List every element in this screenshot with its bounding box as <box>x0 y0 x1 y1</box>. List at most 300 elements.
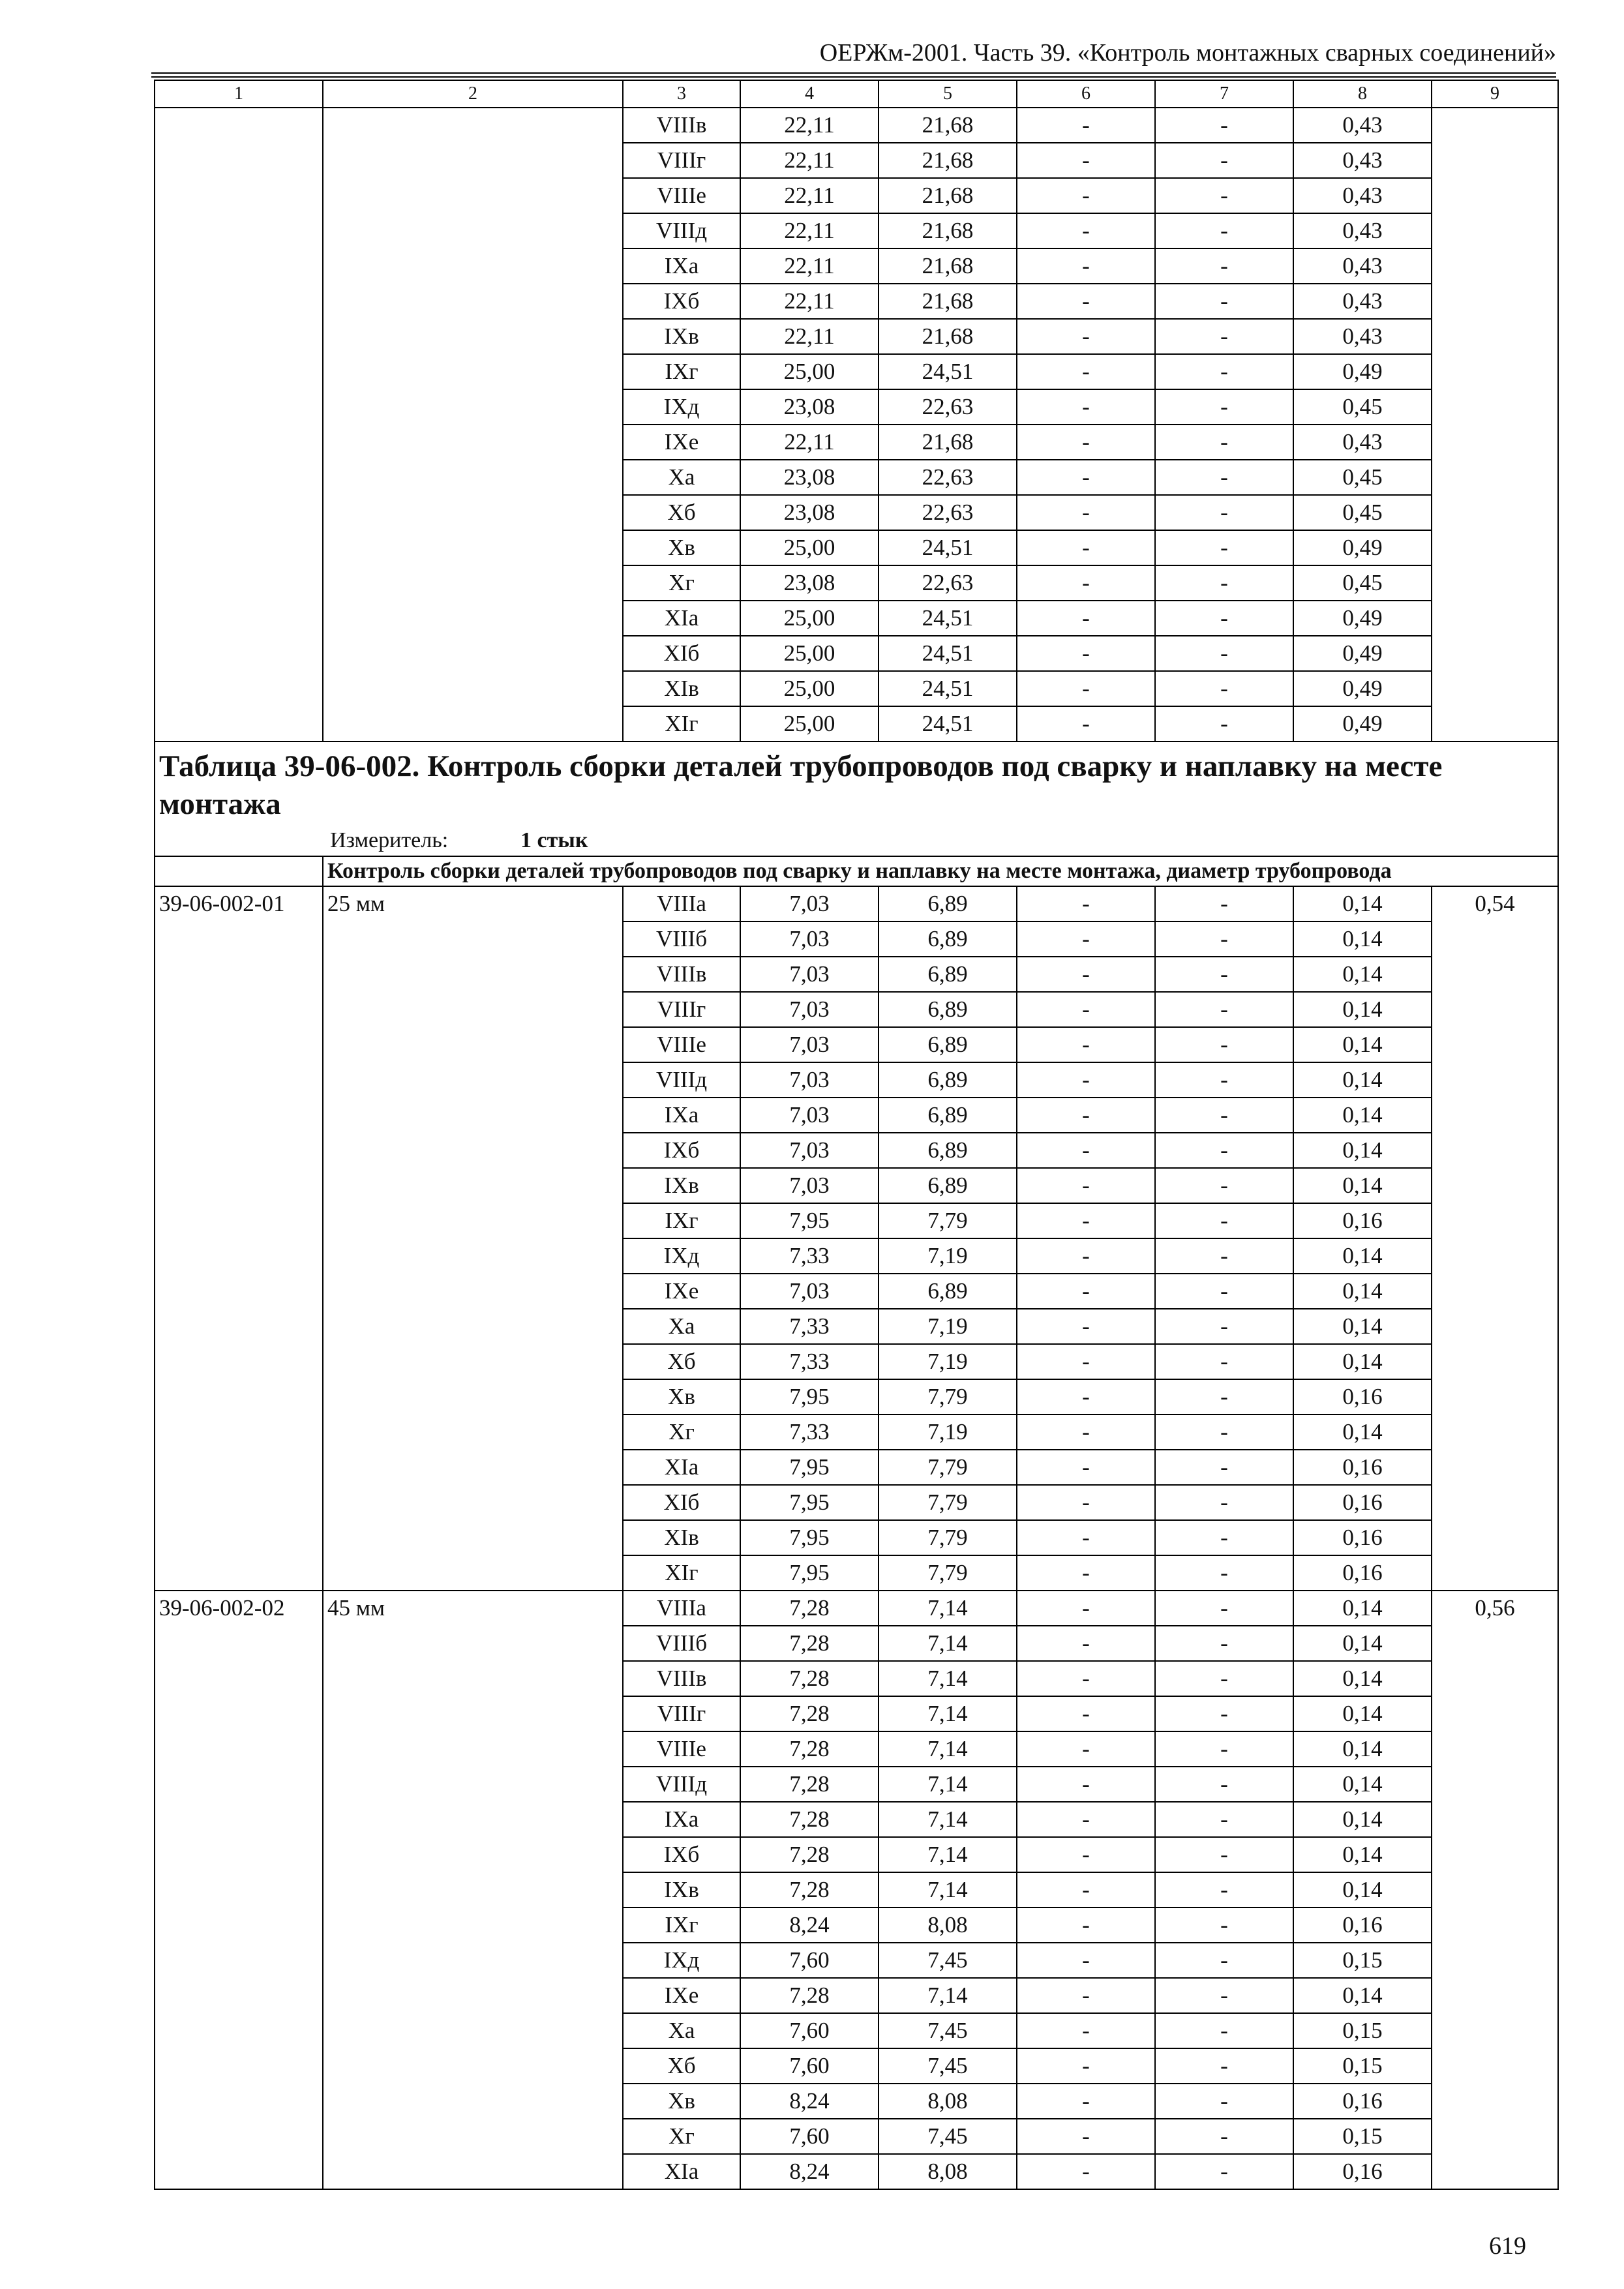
wages-cell: 7,79 <box>879 1379 1017 1414</box>
materials-cell: 0,43 <box>1293 178 1432 213</box>
driver-wages-cell: - <box>1155 2154 1293 2189</box>
materials-cell: 0,45 <box>1293 565 1432 601</box>
condition-cell: XIб <box>623 636 740 671</box>
cost-cell: 23,08 <box>740 389 879 425</box>
condition-cell: IXa <box>623 248 740 284</box>
condition-cell: XIв <box>623 671 740 706</box>
driver-wages-cell: - <box>1155 1238 1293 1274</box>
cost-cell: 25,00 <box>740 530 879 565</box>
condition-cell: Xa <box>623 460 740 495</box>
driver-wages-cell: - <box>1155 284 1293 319</box>
driver-wages-cell: - <box>1155 957 1293 992</box>
condition-cell: IXв <box>623 319 740 354</box>
wages-cell: 22,63 <box>879 460 1017 495</box>
condition-cell: IXе <box>623 425 740 460</box>
cost-cell: 7,95 <box>740 1379 879 1414</box>
driver-wages-cell: - <box>1155 319 1293 354</box>
machines-cell: - <box>1017 143 1155 178</box>
driver-wages-cell: - <box>1155 354 1293 389</box>
cost-cell: 7,03 <box>740 1098 879 1133</box>
machines-cell: - <box>1017 1908 1155 1943</box>
condition-cell: Xг <box>623 2119 740 2154</box>
total-value: 0,54 <box>1432 886 1558 1591</box>
materials-cell: 0,14 <box>1293 1696 1432 1731</box>
materials-cell: 0,15 <box>1293 2013 1432 2048</box>
machines-cell: - <box>1017 1978 1155 2013</box>
cost-cell: 25,00 <box>740 636 879 671</box>
condition-cell: Xв <box>623 1379 740 1414</box>
wages-cell: 7,45 <box>879 1943 1017 1978</box>
materials-cell: 0,43 <box>1293 319 1432 354</box>
machines-cell: - <box>1017 530 1155 565</box>
wages-cell: 22,63 <box>879 565 1017 601</box>
column-number: 3 <box>623 80 740 108</box>
condition-cell: XIв <box>623 1520 740 1555</box>
cost-cell: 7,95 <box>740 1485 879 1520</box>
condition-cell: XIг <box>623 1555 740 1591</box>
page-number: 619 <box>1489 2232 1526 2260</box>
materials-cell: 0,14 <box>1293 1027 1432 1062</box>
cost-cell: 25,00 <box>740 601 879 636</box>
wages-cell: 6,89 <box>879 921 1017 957</box>
header-rule-bottom <box>151 76 1556 78</box>
condition-cell: VIIIд <box>623 213 740 248</box>
driver-wages-cell: - <box>1155 2084 1293 2119</box>
materials-cell: 0,14 <box>1293 1731 1432 1767</box>
section-header-row <box>155 856 1558 886</box>
condition-cell: VIIIг <box>623 1696 740 1731</box>
materials-cell: 0,15 <box>1293 2048 1432 2084</box>
wages-cell: 7,79 <box>879 1203 1017 1238</box>
wages-cell: 8,08 <box>879 2084 1017 2119</box>
driver-wages-cell: - <box>1155 1837 1293 1872</box>
wages-cell: 7,19 <box>879 1414 1017 1450</box>
wages-cell: 21,68 <box>879 319 1017 354</box>
wages-cell: 7,79 <box>879 1520 1017 1555</box>
column-number: 6 <box>1017 80 1155 108</box>
materials-cell: 0,16 <box>1293 1450 1432 1485</box>
machines-cell: - <box>1017 992 1155 1027</box>
condition-cell: VIIIе <box>623 1731 740 1767</box>
materials-cell: 0,49 <box>1293 601 1432 636</box>
cost-cell: 22,11 <box>740 213 879 248</box>
cost-cell: 7,33 <box>740 1344 879 1379</box>
driver-wages-cell: - <box>1155 1309 1293 1344</box>
table-title: Таблица 39-06-002. Контроль сборки деталей трубопроводов под сварку и наплавку на месте монтажа <box>155 741 1558 826</box>
empty-diameter-cell <box>323 108 623 741</box>
driver-wages-cell: - <box>1155 1133 1293 1168</box>
driver-wages-cell: - <box>1155 1520 1293 1555</box>
condition-cell: Xб <box>623 2048 740 2084</box>
wages-cell: 21,68 <box>879 213 1017 248</box>
condition-cell: Xa <box>623 2013 740 2048</box>
table-title-row <box>155 741 1558 826</box>
materials-cell: 0,14 <box>1293 1238 1432 1274</box>
machines-cell: - <box>1017 2048 1155 2084</box>
driver-wages-cell: - <box>1155 495 1293 530</box>
wages-cell: 24,51 <box>879 354 1017 389</box>
materials-cell: 0,14 <box>1293 886 1432 921</box>
unit-cell <box>155 826 1558 856</box>
cost-cell: 7,03 <box>740 1062 879 1098</box>
condition-cell: IXa <box>623 1098 740 1133</box>
column-number: 8 <box>1293 80 1432 108</box>
cost-cell: 7,28 <box>740 1837 879 1872</box>
machines-cell: - <box>1017 1238 1155 1274</box>
machines-cell: - <box>1017 2119 1155 2154</box>
machines-cell: - <box>1017 460 1155 495</box>
machines-cell: - <box>1017 1731 1155 1767</box>
materials-cell: 0,16 <box>1293 1555 1432 1591</box>
condition-cell: IXб <box>623 1133 740 1168</box>
driver-wages-cell: - <box>1155 1379 1293 1414</box>
condition-cell: Xб <box>623 1344 740 1379</box>
condition-cell: IXд <box>623 1238 740 1274</box>
materials-cell: 0,14 <box>1293 1133 1432 1168</box>
cost-cell: 7,03 <box>740 886 879 921</box>
wages-cell: 7,79 <box>879 1555 1017 1591</box>
driver-wages-cell: - <box>1155 178 1293 213</box>
machines-cell: - <box>1017 1661 1155 1696</box>
materials-cell: 0,15 <box>1293 1943 1432 1978</box>
cost-cell: 7,03 <box>740 1027 879 1062</box>
cost-cell: 7,28 <box>740 1872 879 1908</box>
condition-cell: XIб <box>623 1485 740 1520</box>
wages-cell: 8,08 <box>879 1908 1017 1943</box>
machines-cell: - <box>1017 1344 1155 1379</box>
machines-cell: - <box>1017 1414 1155 1450</box>
driver-wages-cell: - <box>1155 671 1293 706</box>
driver-wages-cell: - <box>1155 2119 1293 2154</box>
machines-cell: - <box>1017 248 1155 284</box>
wages-cell: 7,45 <box>879 2119 1017 2154</box>
materials-cell: 0,14 <box>1293 1767 1432 1802</box>
materials-cell: 0,15 <box>1293 2119 1432 2154</box>
wages-cell: 7,14 <box>879 1837 1017 1872</box>
driver-wages-cell: - <box>1155 1450 1293 1485</box>
condition-cell: VIIIд <box>623 1062 740 1098</box>
wages-cell: 7,14 <box>879 1696 1017 1731</box>
driver-wages-cell: - <box>1155 1098 1293 1133</box>
condition-cell: IXб <box>623 1837 740 1872</box>
condition-cell: IXг <box>623 354 740 389</box>
driver-wages-cell: - <box>1155 2048 1293 2084</box>
condition-cell: VIIIб <box>623 921 740 957</box>
wages-cell: 7,14 <box>879 1591 1017 1626</box>
materials-cell: 0,14 <box>1293 1626 1432 1661</box>
materials-cell: 0,14 <box>1293 1661 1432 1696</box>
condition-cell: IXе <box>623 1978 740 2013</box>
condition-cell: Xa <box>623 1309 740 1344</box>
machines-cell: - <box>1017 886 1155 921</box>
condition-cell: VIIIг <box>623 143 740 178</box>
machines-cell: - <box>1017 1168 1155 1203</box>
machines-cell: - <box>1017 1872 1155 1908</box>
driver-wages-cell: - <box>1155 143 1293 178</box>
materials-cell: 0,14 <box>1293 1837 1432 1872</box>
cost-cell: 22,11 <box>740 425 879 460</box>
wages-cell: 8,08 <box>879 2154 1017 2189</box>
cost-cell: 7,28 <box>740 1802 879 1837</box>
materials-cell: 0,14 <box>1293 1309 1432 1344</box>
materials-cell: 0,14 <box>1293 1802 1432 1837</box>
driver-wages-cell: - <box>1155 1168 1293 1203</box>
driver-wages-cell: - <box>1155 1872 1293 1908</box>
condition-cell: Xг <box>623 565 740 601</box>
wages-cell: 24,51 <box>879 601 1017 636</box>
pipe-diameter: 45 мм <box>323 1591 623 2189</box>
machines-cell: - <box>1017 1802 1155 1837</box>
machines-cell: - <box>1017 2084 1155 2119</box>
condition-cell: XIa <box>623 2154 740 2189</box>
condition-cell: VIIIa <box>623 886 740 921</box>
driver-wages-cell: - <box>1155 1344 1293 1379</box>
driver-wages-cell: - <box>1155 1555 1293 1591</box>
machines-cell: - <box>1017 671 1155 706</box>
cost-cell: 7,95 <box>740 1203 879 1238</box>
materials-cell: 0,45 <box>1293 495 1432 530</box>
driver-wages-cell: - <box>1155 389 1293 425</box>
wages-cell: 22,63 <box>879 389 1017 425</box>
cost-cell: 7,28 <box>740 1626 879 1661</box>
machines-cell: - <box>1017 425 1155 460</box>
condition-cell: VIIIв <box>623 108 740 143</box>
machines-cell: - <box>1017 1098 1155 1133</box>
wages-cell: 7,14 <box>879 1661 1017 1696</box>
driver-wages-cell: - <box>1155 706 1293 741</box>
driver-wages-cell: - <box>1155 1485 1293 1520</box>
driver-wages-cell: - <box>1155 460 1293 495</box>
machines-cell: - <box>1017 601 1155 636</box>
cost-cell: 7,95 <box>740 1520 879 1555</box>
materials-cell: 0,16 <box>1293 1379 1432 1414</box>
wages-cell: 7,14 <box>879 1767 1017 1802</box>
cost-cell: 7,28 <box>740 1696 879 1731</box>
driver-wages-cell: - <box>1155 1626 1293 1661</box>
condition-cell: IXг <box>623 1908 740 1943</box>
cost-cell: 22,11 <box>740 284 879 319</box>
condition-cell: VIIIг <box>623 992 740 1027</box>
materials-cell: 0,16 <box>1293 1203 1432 1238</box>
wages-cell: 21,68 <box>879 108 1017 143</box>
condition-cell: Xв <box>623 2084 740 2119</box>
materials-cell: 0,43 <box>1293 425 1432 460</box>
machines-cell: - <box>1017 1485 1155 1520</box>
wages-cell: 6,89 <box>879 1274 1017 1309</box>
materials-cell: 0,14 <box>1293 1414 1432 1450</box>
machines-cell: - <box>1017 957 1155 992</box>
cost-cell: 7,28 <box>740 1978 879 2013</box>
column-number: 4 <box>740 80 879 108</box>
condition-cell: IXг <box>623 1203 740 1238</box>
machines-cell: - <box>1017 706 1155 741</box>
materials-cell: 0,45 <box>1293 460 1432 495</box>
condition-cell: IXе <box>623 1274 740 1309</box>
driver-wages-cell: - <box>1155 601 1293 636</box>
cost-cell: 8,24 <box>740 2154 879 2189</box>
wages-cell: 7,45 <box>879 2048 1017 2084</box>
machines-cell: - <box>1017 354 1155 389</box>
condition-cell: Xб <box>623 495 740 530</box>
driver-wages-cell: - <box>1155 1696 1293 1731</box>
machines-cell: - <box>1017 1062 1155 1098</box>
driver-wages-cell: - <box>1155 248 1293 284</box>
machines-cell: - <box>1017 389 1155 425</box>
wages-cell: 24,51 <box>879 671 1017 706</box>
materials-cell: 0,49 <box>1293 671 1432 706</box>
cost-cell: 7,60 <box>740 2119 879 2154</box>
machines-cell: - <box>1017 1591 1155 1626</box>
machines-cell: - <box>1017 1555 1155 1591</box>
condition-cell: XIa <box>623 1450 740 1485</box>
driver-wages-cell: - <box>1155 565 1293 601</box>
pipe-diameter: 25 мм <box>323 886 623 1591</box>
condition-cell: IXд <box>623 389 740 425</box>
materials-cell: 0,14 <box>1293 1978 1432 2013</box>
wages-cell: 7,14 <box>879 1802 1017 1837</box>
column-number: 2 <box>323 80 623 108</box>
cost-cell: 7,95 <box>740 1450 879 1485</box>
condition-cell: VIIIб <box>623 1626 740 1661</box>
condition-cell: Xв <box>623 530 740 565</box>
machines-cell: - <box>1017 565 1155 601</box>
materials-cell: 0,49 <box>1293 530 1432 565</box>
empty-code-cell <box>155 108 323 741</box>
machines-cell: - <box>1017 1379 1155 1414</box>
column-number: 1 <box>155 80 323 108</box>
materials-cell: 0,43 <box>1293 143 1432 178</box>
driver-wages-cell: - <box>1155 425 1293 460</box>
wages-cell: 7,79 <box>879 1450 1017 1485</box>
condition-cell: VIIIa <box>623 1591 740 1626</box>
column-number-row <box>155 80 1558 108</box>
machines-cell: - <box>1017 178 1155 213</box>
materials-cell: 0,14 <box>1293 1062 1432 1098</box>
cost-cell: 7,33 <box>740 1414 879 1450</box>
wages-cell: 21,68 <box>879 284 1017 319</box>
wages-cell: 7,45 <box>879 2013 1017 2048</box>
condition-cell: IXв <box>623 1872 740 1908</box>
machines-cell: - <box>1017 213 1155 248</box>
materials-cell: 0,49 <box>1293 706 1432 741</box>
cost-cell: 7,33 <box>740 1238 879 1274</box>
condition-cell: IXд <box>623 1943 740 1978</box>
driver-wages-cell: - <box>1155 108 1293 143</box>
wages-cell: 6,89 <box>879 1133 1017 1168</box>
cost-cell: 22,11 <box>740 248 879 284</box>
cost-cell: 7,95 <box>740 1555 879 1591</box>
machines-cell: - <box>1017 495 1155 530</box>
wages-cell: 6,89 <box>879 1098 1017 1133</box>
materials-cell: 0,14 <box>1293 1344 1432 1379</box>
condition-cell: VIIIв <box>623 957 740 992</box>
section-header: Контроль сборки деталей трубопроводов под сварку и наплавку на месте монтажа, диаметр трубопровода <box>323 856 1558 886</box>
materials-cell: 0,16 <box>1293 1485 1432 1520</box>
column-number: 7 <box>1155 80 1293 108</box>
condition-cell: IXв <box>623 1168 740 1203</box>
cost-cell: 22,11 <box>740 319 879 354</box>
cost-cell: 25,00 <box>740 706 879 741</box>
empty-total-cell <box>1432 108 1558 741</box>
wages-cell: 7,19 <box>879 1238 1017 1274</box>
table-row <box>155 1591 1558 1626</box>
column-number: 9 <box>1432 80 1558 108</box>
running-header: ОЕРЖм-2001. Часть 39. «Контроль монтажных сварных соединений» <box>819 39 1556 67</box>
cost-cell: 7,28 <box>740 1731 879 1767</box>
column-number: 5 <box>879 80 1017 108</box>
materials-cell: 0,16 <box>1293 2154 1432 2189</box>
machines-cell: - <box>1017 636 1155 671</box>
materials-cell: 0,14 <box>1293 1098 1432 1133</box>
unit-value: 1 стык <box>520 828 588 852</box>
unit-row <box>155 826 1558 856</box>
wages-cell: 6,89 <box>879 1027 1017 1062</box>
materials-cell: 0,14 <box>1293 1591 1432 1626</box>
driver-wages-cell: - <box>1155 1661 1293 1696</box>
machines-cell: - <box>1017 1309 1155 1344</box>
condition-cell: VIIIе <box>623 1027 740 1062</box>
table-row <box>155 886 1558 921</box>
unit-label: Измеритель: <box>330 828 449 852</box>
rate-code: 39-06-002-02 <box>155 1591 323 2189</box>
machines-cell: - <box>1017 1943 1155 1978</box>
cost-cell: 22,11 <box>740 143 879 178</box>
driver-wages-cell: - <box>1155 1591 1293 1626</box>
machines-cell: - <box>1017 921 1155 957</box>
wages-cell: 7,14 <box>879 1872 1017 1908</box>
wages-cell: 7,14 <box>879 1626 1017 1661</box>
condition-cell: IXб <box>623 284 740 319</box>
cost-cell: 7,03 <box>740 1133 879 1168</box>
machines-cell: - <box>1017 1767 1155 1802</box>
driver-wages-cell: - <box>1155 1908 1293 1943</box>
materials-cell: 0,14 <box>1293 957 1432 992</box>
condition-cell: XIa <box>623 601 740 636</box>
machines-cell: - <box>1017 1274 1155 1309</box>
materials-cell: 0,43 <box>1293 213 1432 248</box>
materials-cell: 0,16 <box>1293 2084 1432 2119</box>
section-spacer <box>155 856 323 886</box>
driver-wages-cell: - <box>1155 1062 1293 1098</box>
driver-wages-cell: - <box>1155 1203 1293 1238</box>
wages-cell: 21,68 <box>879 178 1017 213</box>
condition-cell: VIIIв <box>623 1661 740 1696</box>
cost-cell: 7,28 <box>740 1767 879 1802</box>
wages-cell: 24,51 <box>879 530 1017 565</box>
cost-cell: 23,08 <box>740 495 879 530</box>
materials-cell: 0,14 <box>1293 921 1432 957</box>
wages-cell: 7,79 <box>879 1485 1017 1520</box>
materials-cell: 0,45 <box>1293 389 1432 425</box>
wages-cell: 21,68 <box>879 248 1017 284</box>
condition-cell: VIIIе <box>623 178 740 213</box>
table-row <box>155 108 1558 143</box>
wages-cell: 7,14 <box>879 1978 1017 2013</box>
driver-wages-cell: - <box>1155 1978 1293 2013</box>
machines-cell: - <box>1017 1450 1155 1485</box>
condition-cell: IXa <box>623 1802 740 1837</box>
cost-cell: 7,28 <box>740 1591 879 1626</box>
driver-wages-cell: - <box>1155 1731 1293 1767</box>
wages-cell: 21,68 <box>879 425 1017 460</box>
wages-cell: 7,19 <box>879 1344 1017 1379</box>
materials-cell: 0,43 <box>1293 108 1432 143</box>
cost-cell: 7,03 <box>740 1168 879 1203</box>
wages-cell: 24,51 <box>879 636 1017 671</box>
materials-cell: 0,49 <box>1293 636 1432 671</box>
wages-cell: 6,89 <box>879 957 1017 992</box>
wages-cell: 7,19 <box>879 1309 1017 1344</box>
